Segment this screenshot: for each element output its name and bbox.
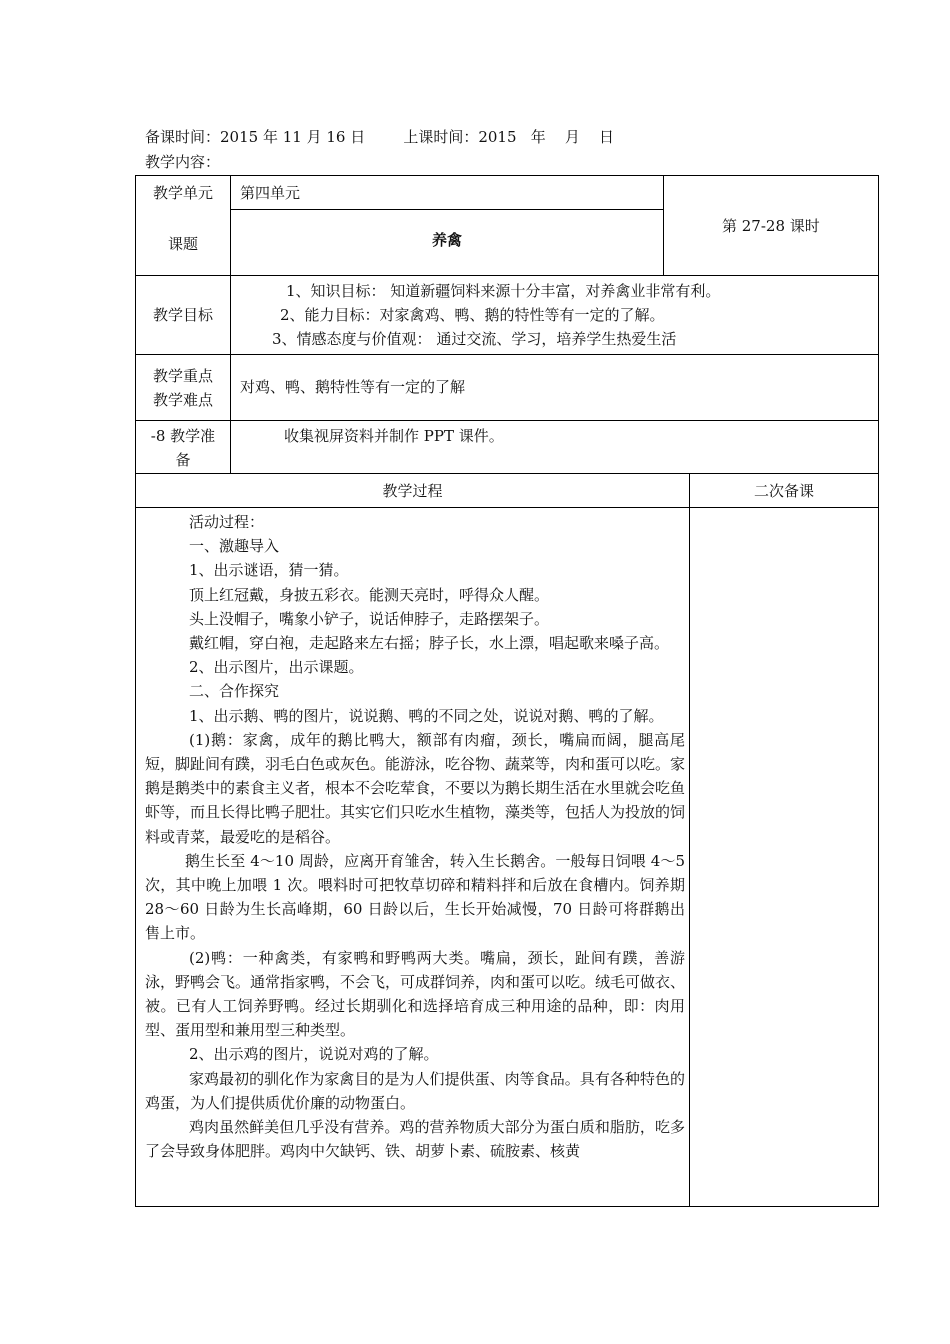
process-para-7: 二、合作探究: [189, 682, 280, 701]
process-para-10: 鹅生长至 4～10 周龄，应离开育雏舍，转入生长鹅舍。一般每日饲喂 4～5 次，其中晚上加喂 1 次。喂料时可把牧草切碎和精料拌和后放在食槽内。饲养期 28～60 日龄为生长高峰期，60 日龄以后，生长开始减慢，70 日龄可将群鹅出售上市。: [145, 851, 685, 943]
key-label-1: 教学重点: [152, 367, 213, 385]
process-para-1: 一、激趣导入: [189, 537, 280, 556]
process-para-2: 1、出示谜语，猜一猜。: [189, 561, 349, 580]
second-prep-header: 二次备课: [753, 482, 814, 500]
prep-value: 收集视屏资料并制作 PPT 课件。: [284, 427, 504, 445]
process-para-14: 鸡肉虽然鲜美但几乎没有营养。鸡的营养物质大部分为蛋白质和脂肪，吃多了会导致身体肥胖。鸡肉中欠缺钙、铁、胡萝卜素、硫胺素、核黄: [145, 1118, 685, 1161]
content-label: 教学内容：: [145, 153, 221, 171]
process-para-9: (1)鹅：家禽，成年的鹅比鸭大，额部有肉瘤，颈长，嘴扁而阔，腿高尾短，脚趾间有蹼，羽毛白色或灰色。能游泳，吃谷物、蔬菜等，肉和蛋可以吃。家鹅是鹅类中的素食主义者，根本不会吃荤食，不要以为鹅长期生活在水里就会吃鱼虾等，而且长得比鸭子肥壮。其实它们只吃水生植物，藻类等，包括人为投放的饲料或青菜，最爱吃的是稻谷。: [145, 730, 686, 846]
process-para-0: 活动过程：: [189, 513, 265, 531]
topic-value: 养禽: [431, 231, 462, 249]
goal-1: 1、知识目标： 知道新疆饲料来源十分丰富，对养禽业非常有利。: [286, 282, 721, 300]
unit-value: 第四单元: [240, 184, 301, 202]
key-label-2: 教学难点: [152, 391, 213, 409]
process-para-6: 2、出示图片，出示课题。: [189, 658, 364, 677]
process-para-4: 头上没帽子，嘴象小铲子，说话伸脖子，走路摆架子。: [189, 609, 550, 628]
topic-label: 课题: [167, 235, 198, 253]
prep-label-2: 备: [175, 451, 191, 469]
goal-3: 3、情感态度与价值观： 通过交流、学习，培养学生热爱生活: [272, 330, 677, 348]
process-para-11: (2)鸭：一种禽类，有家鸭和野鸭两大类。嘴扁，颈长，趾间有蹼，善游泳，野鸭会飞。通常指家鸭，不会飞，可成群饲养，肉和蛋可以吃。绒毛可做衣、被。已有人工饲养野鸭。经过长期驯化和选择培育成三种用途的品种，即：肉用型、蛋用型和兼用型三种类型。: [145, 948, 686, 1040]
process-para-13: 家鸡最初的驯化作为家禽目的是为人们提供蛋、肉等食品。具有各种特色的鸡蛋，为人们提供质优价廉的动物蛋白。: [145, 1069, 685, 1112]
process-para-5: 戴红帽，穿白袍，走起路来左右摇；脖子长，水上漂，唱起歌来嗓子高。: [189, 634, 670, 653]
process-para-3: 顶上红冠戴，身披五彩衣。能测天亮时，呼得众人醒。: [189, 585, 550, 604]
goal-label: 教学目标: [152, 306, 213, 324]
goal-2: 2、能力目标：对家禽鸡、鸭、鹅的特性等有一定的了解。: [280, 306, 665, 324]
process-para-12: 2、出示鸡的图片，说说对鸡的了解。: [189, 1045, 439, 1064]
process-para-8: 1、出示鹅、鸭的图片，说说鹅、鸭的不同之处，说说对鹅、鸭的了解。: [189, 706, 664, 725]
unit-label: 教学单元: [152, 184, 213, 202]
key-value: 对鸡、鸭、鹅特性等有一定的了解: [240, 378, 466, 396]
prep-label-1: -8 教学准: [150, 427, 216, 445]
period-value: 第 27-28 课时: [722, 217, 820, 235]
process-body: [145, 510, 685, 1163]
prep-time-line: 备课时间：2015 年 11 月 16 日 上课时间：2015 年 月 日: [145, 128, 614, 146]
process-header: 教学过程: [382, 482, 443, 500]
